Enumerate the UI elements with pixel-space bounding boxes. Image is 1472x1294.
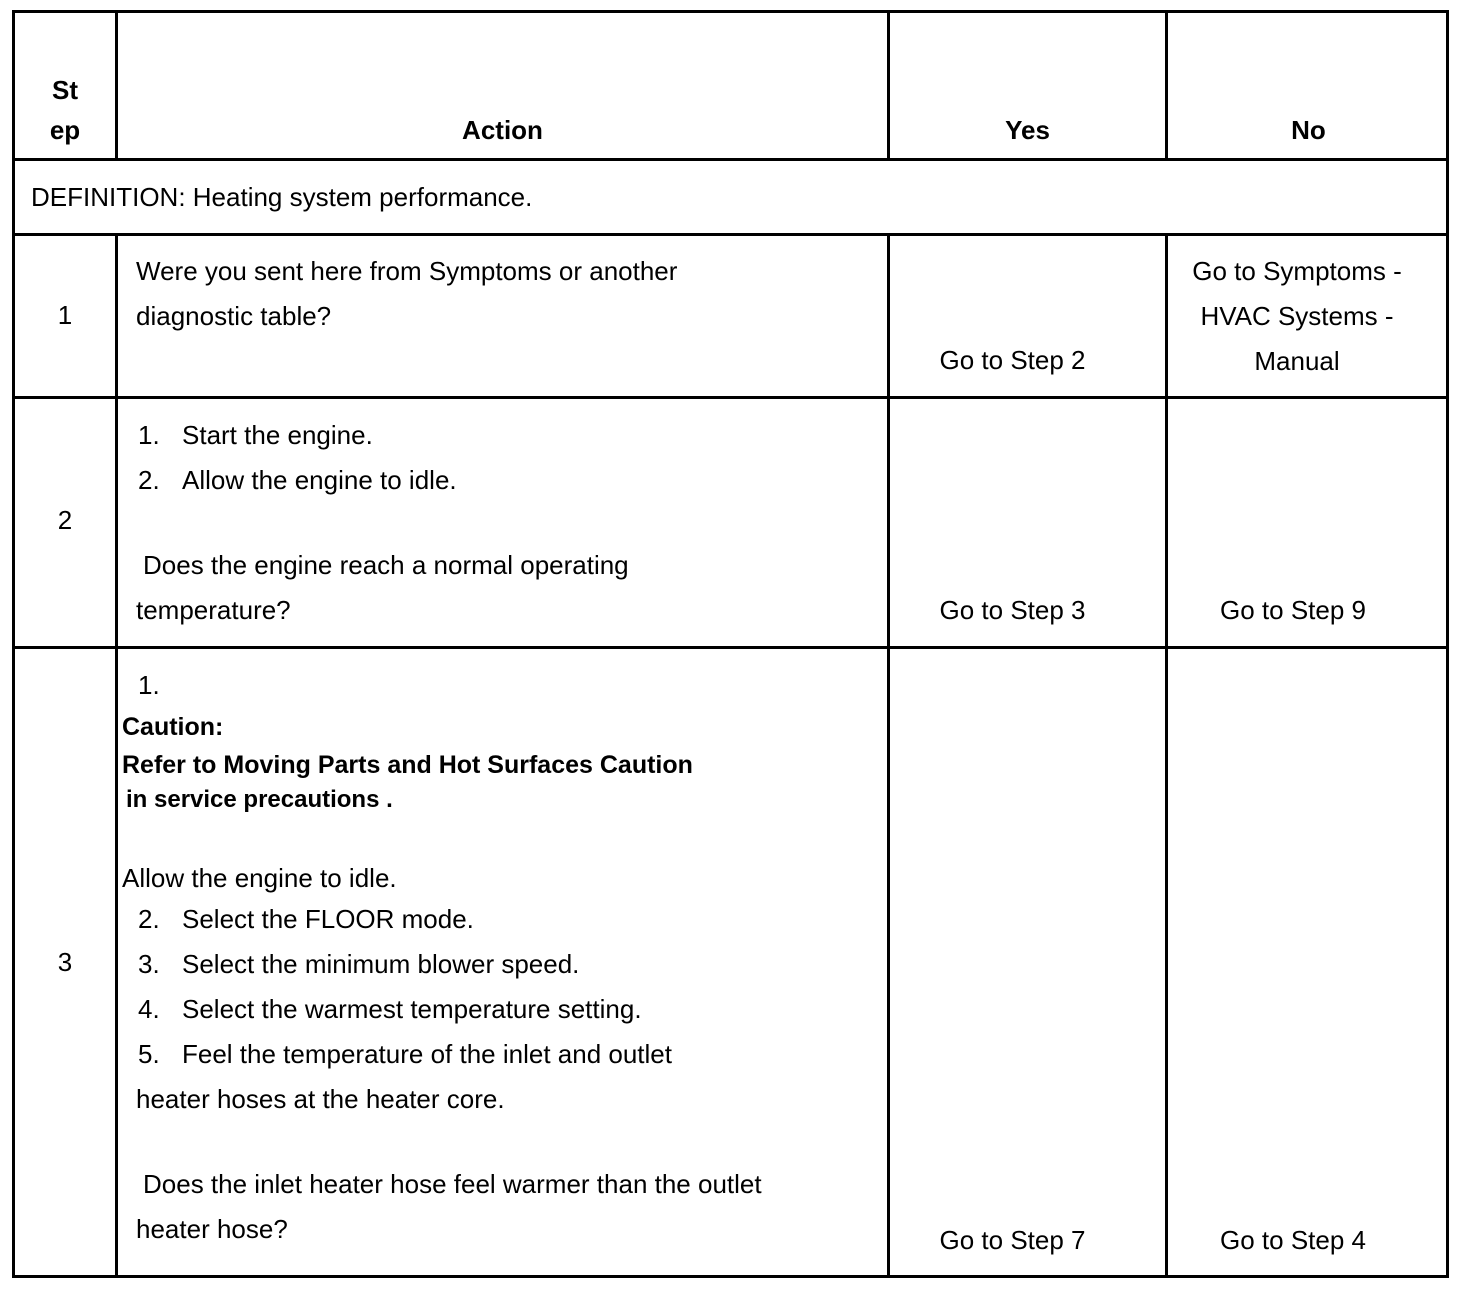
header-divider [15,158,1446,161]
header-step-line2: ep [49,115,81,145]
list-item-number: 4. [138,994,160,1024]
row3-action [122,663,882,1252]
list-item [122,942,882,987]
row1-no [1168,249,1426,384]
list-item [122,987,882,1032]
caution-line2: in service precautions . [126,786,393,813]
header-step [15,70,115,150]
definition-text: DEFINITION: Heating system performance. [31,182,533,212]
list-item-text: Select the warmest temperature setting. [182,994,642,1024]
row1-action-line1: Were you sent here from Symptoms or another [136,256,678,286]
list-item-text: Feel the temperature of the inlet and outlet [182,1039,672,1069]
row2-action [136,413,629,633]
list-item [122,1032,882,1077]
list-item-text: Select the minimum blower speed. [182,949,580,979]
row1-no-line2: HVAC Systems - [1200,301,1394,331]
row2-question-line1: Does the engine reach a normal operating [143,550,629,580]
list-item-number: 2. [138,465,160,495]
row1-yes: Go to Step 2 [939,345,1086,375]
row1-action-line2: diagnostic table? [136,301,332,331]
row3-yes: Go to Step 7 [939,1225,1086,1255]
diagnostic-table [12,10,1449,1278]
row2-step: 2 [57,505,73,535]
header-action: Action [462,115,543,145]
row3-question-line2: heater hose? [136,1214,288,1244]
col-divider-action-body [887,234,890,1278]
list-item-text: Allow the engine to idle. [182,465,457,495]
definition-divider [15,233,1446,236]
header-yes: Yes [1005,115,1050,145]
row1-no-line3: Manual [1254,346,1340,376]
caution-line1: Refer to Moving Parts and Hot Surfaces Caution [122,751,693,779]
row3-step: 3 [57,947,73,977]
list-item-number: 1. [138,420,160,450]
row2-question-line2: temperature? [136,595,291,625]
row1-divider [15,396,1446,399]
row2-divider [15,646,1446,649]
row1-step: 1 [57,300,73,330]
col-divider-yes-body [1165,234,1168,1278]
list-item [122,897,882,942]
row3-item1-number: 1. [138,670,160,700]
header-no: No [1291,115,1326,145]
list-item-number: 5. [138,1039,160,1069]
list-item-number: 3. [138,949,160,979]
list-item-text: Select the FLOOR mode. [182,904,474,934]
row2-no: Go to Step 9 [1220,595,1366,625]
header-step-line1: St [52,75,78,105]
col-divider-step-body [115,234,118,1278]
list-item-text: Start the engine. [182,420,373,450]
row2-yes: Go to Step 3 [939,595,1086,625]
row3-question-line1: Does the inlet heater hose feel warmer than the outlet [143,1169,762,1199]
row1-action [136,249,677,339]
row1-no-line1: Go to Symptoms - [1192,256,1402,286]
list-item-number: 2. [138,904,160,934]
list-item [136,413,629,458]
row3-item1-text: Allow the engine to idle. [122,863,397,893]
list-item [136,458,629,503]
caution-title: Caution: [122,713,224,741]
row3-item5-continuation: heater hoses at the heater core. [136,1084,505,1114]
row3-no: Go to Step 4 [1220,1225,1366,1255]
